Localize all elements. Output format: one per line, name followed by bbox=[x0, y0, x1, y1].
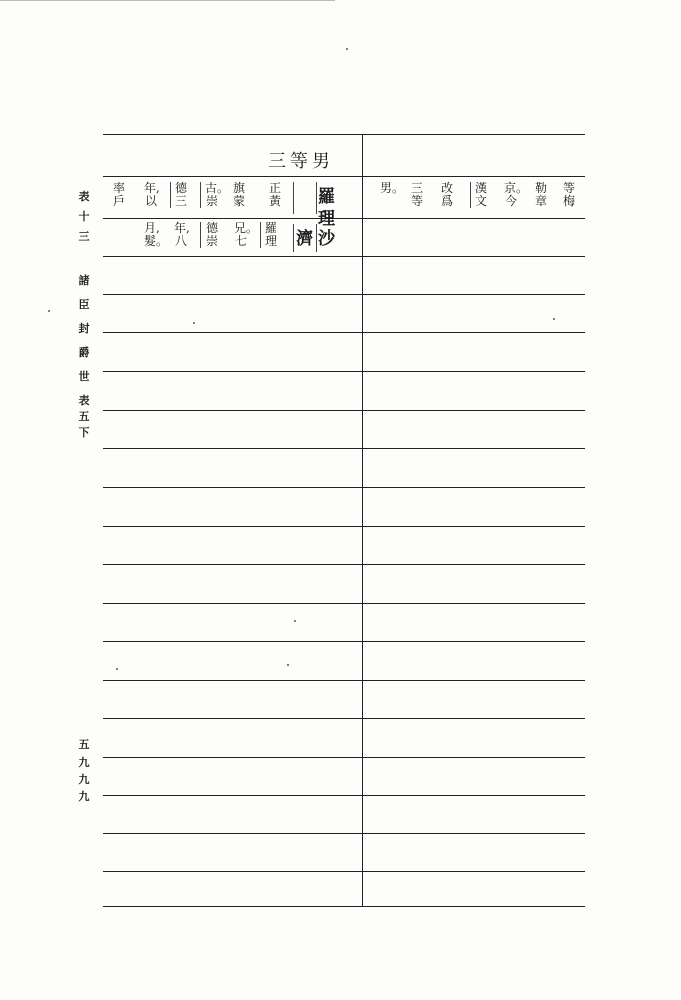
row-rule bbox=[363, 487, 585, 488]
margin-char: 諸 bbox=[78, 274, 90, 287]
note-column bbox=[234, 221, 259, 248]
name-marker-line bbox=[293, 224, 294, 252]
scan-speck bbox=[553, 318, 555, 320]
note-char: 章 bbox=[534, 194, 547, 208]
right-note-column bbox=[440, 182, 454, 208]
note-char: 七 bbox=[234, 234, 247, 248]
right-note-column bbox=[562, 182, 576, 208]
note-char: 年, bbox=[144, 181, 160, 195]
center-divider bbox=[362, 134, 363, 906]
note-char: 爲 bbox=[440, 194, 453, 208]
right-note-column bbox=[474, 182, 488, 208]
row-rule bbox=[363, 526, 585, 527]
scan-speck bbox=[287, 664, 289, 666]
row-rule bbox=[103, 294, 362, 295]
note-char: 改 bbox=[440, 181, 453, 195]
note-char: 以 bbox=[144, 194, 157, 208]
row-rule bbox=[103, 871, 362, 872]
note-marker-line bbox=[200, 222, 201, 248]
note-char: 今 bbox=[504, 194, 517, 208]
note-column bbox=[232, 182, 246, 208]
page-number-char: 九 bbox=[78, 756, 90, 769]
margin-char: 爵 bbox=[78, 346, 90, 359]
margin-char: 五 bbox=[78, 410, 90, 423]
note-char: 正 bbox=[268, 181, 281, 195]
name-marker-line bbox=[293, 182, 294, 214]
person-name-char: 濟 bbox=[296, 229, 313, 249]
note-char: 率 bbox=[112, 181, 125, 195]
note-marker-line bbox=[170, 182, 171, 208]
note-column bbox=[268, 182, 282, 208]
note-marker-line bbox=[260, 222, 261, 248]
row-rule bbox=[103, 332, 362, 333]
row-rule bbox=[363, 603, 585, 604]
note-char: 羅 bbox=[264, 221, 277, 235]
note-char: 勒 bbox=[534, 181, 547, 195]
row-rule bbox=[363, 680, 585, 681]
scan-speck bbox=[346, 48, 348, 50]
table-bottom-rule bbox=[103, 906, 585, 907]
note-char: 德 bbox=[174, 181, 187, 195]
note-char: 京。 bbox=[504, 181, 529, 195]
note-char: 崇 bbox=[205, 194, 218, 208]
note-char: 德 bbox=[205, 221, 218, 235]
row-rule bbox=[363, 718, 585, 719]
row-rule bbox=[363, 757, 585, 758]
row-rule bbox=[363, 176, 585, 177]
row-rule bbox=[103, 718, 362, 719]
person-name bbox=[296, 224, 326, 249]
margin-char: 表 bbox=[78, 394, 90, 407]
note-marker-line bbox=[200, 182, 201, 208]
note-column bbox=[205, 222, 219, 248]
right-note-column bbox=[504, 181, 529, 208]
note-char: 等 bbox=[562, 181, 575, 195]
note-char: 旗 bbox=[232, 181, 245, 195]
row-rule bbox=[103, 757, 362, 758]
right-note-column bbox=[380, 181, 405, 195]
row-rule bbox=[363, 332, 585, 333]
row-rule bbox=[363, 833, 585, 834]
note-column bbox=[112, 182, 126, 208]
margin-char: 臣 bbox=[78, 298, 90, 311]
note-char: 梅 bbox=[562, 194, 575, 208]
note-char: 男。 bbox=[380, 181, 405, 195]
scan-speck bbox=[294, 620, 296, 622]
note-char: 三 bbox=[174, 194, 187, 208]
row-rule bbox=[363, 256, 585, 257]
margin-char: 下 bbox=[78, 426, 90, 439]
page-number-char: 九 bbox=[78, 773, 90, 786]
note-char: 三 bbox=[410, 181, 423, 195]
margin-char: 十 bbox=[78, 210, 90, 223]
row-rule bbox=[103, 795, 362, 796]
page-number-char: 五 bbox=[78, 738, 90, 751]
note-char: 八 bbox=[174, 234, 187, 248]
note-char: 年, bbox=[174, 221, 190, 235]
note-char: 古。 bbox=[205, 181, 230, 195]
row-rule bbox=[103, 410, 362, 411]
note-char: 黃 bbox=[268, 194, 281, 208]
table-heading: 三等男 bbox=[268, 151, 334, 172]
row-rule bbox=[363, 294, 585, 295]
note-char: 戶 bbox=[112, 194, 125, 208]
note-char: 漢 bbox=[474, 181, 487, 195]
row-rule bbox=[363, 641, 585, 642]
note-column bbox=[144, 182, 158, 208]
row-rule bbox=[363, 448, 585, 449]
right-note-column bbox=[534, 182, 548, 208]
scan-speck bbox=[48, 310, 50, 312]
table-top-rule bbox=[103, 134, 585, 135]
row-rule bbox=[363, 795, 585, 796]
top-edge-line bbox=[0, 0, 335, 1]
note-column bbox=[205, 181, 230, 208]
note-marker-line bbox=[470, 182, 471, 208]
row-rule bbox=[103, 256, 362, 257]
person-name-char: 沙 bbox=[318, 229, 335, 249]
row-rule bbox=[363, 218, 585, 219]
row-rule bbox=[103, 526, 362, 527]
note-char: 崇 bbox=[205, 234, 218, 248]
margin-char: 三 bbox=[78, 230, 90, 243]
note-char: 髮。 bbox=[144, 234, 169, 248]
row-rule bbox=[103, 641, 362, 642]
note-column bbox=[144, 221, 169, 248]
right-note-column bbox=[410, 182, 424, 208]
person-name-char: 羅 bbox=[318, 187, 335, 207]
row-rule bbox=[363, 410, 585, 411]
row-rule bbox=[103, 680, 362, 681]
name-marker-line bbox=[316, 182, 317, 214]
row-rule bbox=[363, 371, 585, 372]
note-char: 文 bbox=[474, 194, 487, 208]
row-rule bbox=[103, 176, 362, 177]
row-rule bbox=[103, 833, 362, 834]
note-column bbox=[174, 222, 188, 248]
note-char: 月, bbox=[144, 221, 160, 235]
row-rule bbox=[103, 448, 362, 449]
note-column bbox=[264, 222, 278, 248]
note-char: 兄。 bbox=[234, 221, 259, 235]
note-column bbox=[174, 182, 188, 208]
note-char: 等 bbox=[410, 194, 423, 208]
row-rule bbox=[103, 487, 362, 488]
margin-char: 表 bbox=[78, 190, 90, 203]
row-rule bbox=[103, 603, 362, 604]
scan-speck bbox=[193, 322, 195, 324]
margin-char: 世 bbox=[78, 370, 90, 383]
person-name-char: 理 bbox=[318, 209, 335, 229]
name-marker-line bbox=[316, 224, 317, 252]
row-rule bbox=[103, 564, 362, 565]
page-number-char: 九 bbox=[78, 790, 90, 803]
margin-char: 封 bbox=[78, 322, 90, 335]
row-rule bbox=[103, 371, 362, 372]
row-rule bbox=[363, 564, 585, 565]
note-char: 蒙 bbox=[232, 194, 245, 208]
row-rule bbox=[363, 871, 585, 872]
note-char: 理 bbox=[264, 234, 277, 248]
scan-speck bbox=[116, 668, 118, 670]
